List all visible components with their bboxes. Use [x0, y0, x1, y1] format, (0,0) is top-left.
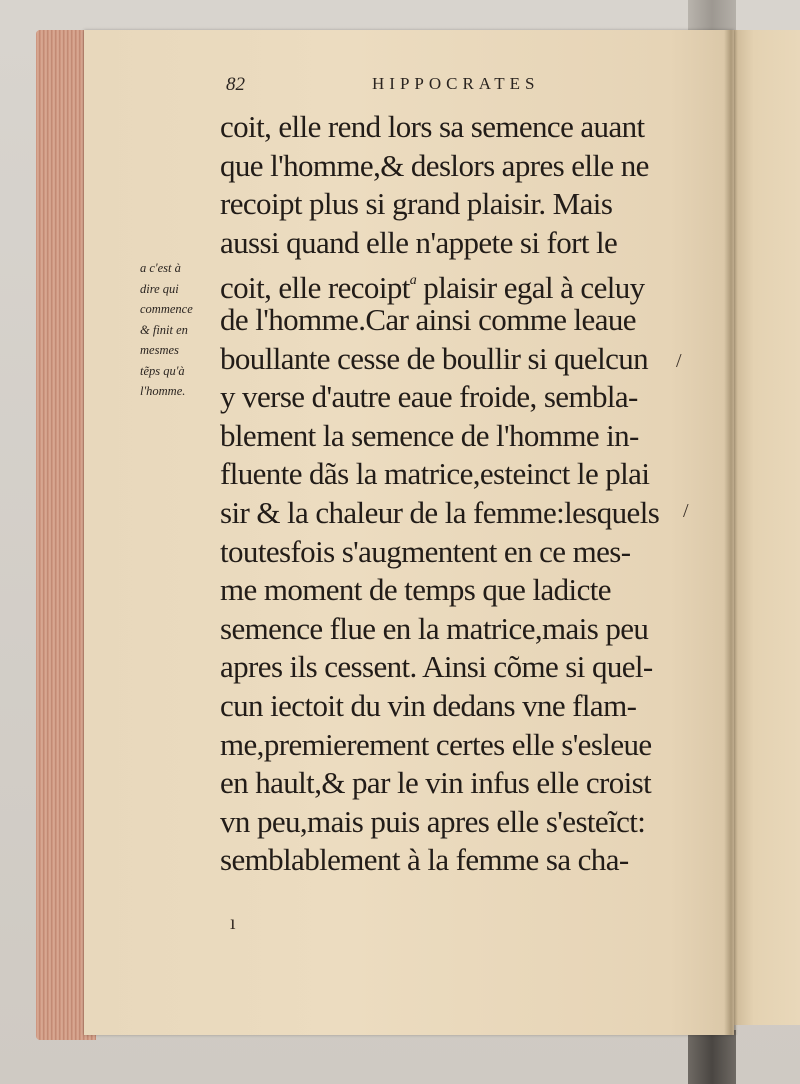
- text-line-tail: plaisir egal à celuy: [416, 270, 645, 306]
- text-line-with-note: [220, 262, 690, 306]
- text-line: vn peu,mais puis apres elle s'esteĩct:: [220, 803, 646, 839]
- text-line: boullante cesse de boullir si quelcun: [220, 340, 649, 376]
- running-head: [226, 74, 606, 98]
- marginal-line: tẽps qu'à: [140, 363, 185, 378]
- text-line: blement la semence de l'homme in-: [220, 417, 639, 453]
- text-line: me,premierement certes elle s'esleue: [220, 726, 652, 762]
- text-line: coit, elle rend lors sa semence auant: [220, 109, 645, 144]
- facing-page: [734, 30, 800, 1025]
- text-line: y verse d'autre eaue froide, sembla-: [220, 379, 638, 415]
- stray-mark: /: [683, 500, 689, 522]
- text-line-head: coit, elle recoipt: [220, 270, 410, 306]
- text-line: recoipt plus si grand plaisir. Mais: [220, 186, 613, 222]
- text-line: en hault,& par le vin infus elle croist: [220, 765, 652, 801]
- running-title: HIPPOCRATES: [372, 74, 540, 93]
- text-line: de l'homme.Car ainsi comme leaue: [220, 301, 636, 337]
- marginal-line: dire qui: [140, 281, 179, 296]
- page-gutter: [724, 30, 738, 1035]
- text-line: aussi quand elle n'appete si fort le: [220, 224, 618, 260]
- note-marker: a: [409, 273, 417, 289]
- text-line: semence flue en la matrice,mais peu: [220, 610, 649, 646]
- marginal-note: [140, 258, 226, 402]
- marginal-line: mesmes: [140, 343, 179, 357]
- stray-mark: ı: [230, 912, 236, 934]
- marginal-line: & finit en: [140, 322, 188, 337]
- marginal-line: a c'est à: [140, 261, 181, 275]
- text-line: cun iectoit du vin dedans vne flam-: [220, 687, 637, 723]
- text-line: apres ils cessent. Ainsi cõme si quel-: [220, 649, 653, 685]
- text-line: me moment de temps que ladicte: [220, 572, 611, 608]
- spine-strip-bottom: [688, 1030, 736, 1084]
- stray-mark: /: [676, 350, 682, 372]
- text-line: sir & la chaleur de la femme:lesquels: [220, 494, 660, 530]
- body-text: [220, 108, 690, 880]
- text-line: fluente dãs la matrice,esteinct le plai: [220, 456, 650, 492]
- marginal-line: commence: [140, 302, 193, 316]
- text-line: que l'homme,& deslors apres elle ne: [220, 147, 649, 183]
- page-number: 82: [226, 74, 245, 95]
- text-line: toutesfois s'augmentent en ce mes-: [220, 533, 631, 569]
- text-line: semblablement à la femme sa cha-: [220, 842, 629, 878]
- marginal-line: l'homme.: [140, 384, 186, 398]
